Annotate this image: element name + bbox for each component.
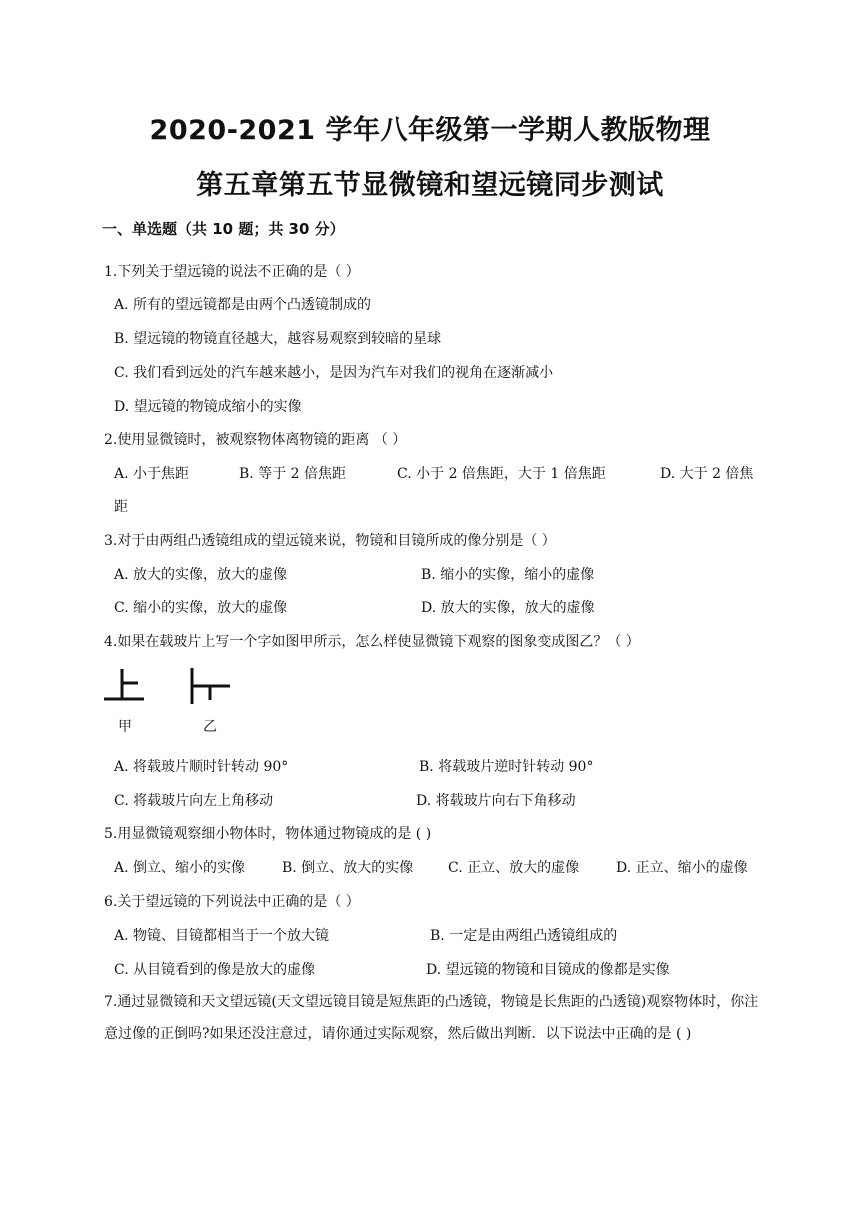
title-line-2: 第五章第五节显微镜和望远镜同步测试 [196,170,664,201]
question-1-option-b: B. 望远镜的物镜直径越大，越容易观察到较暗的星球 [114,331,442,347]
question-6-option-c: C. 从目镜看到的像是放大的虚像 [114,962,316,978]
question-3-option-a: A. 放大的实像，放大的虚像 [114,567,288,583]
question-4-option-d: D. 将载玻片向右下角移动 [416,793,576,809]
question-6-option-d: D. 望远镜的物镜和目镜成的像都是实像 [426,962,670,978]
figure-jia-glyph [102,666,146,706]
question-5-option-b: B. 倒立、放大的实像 [282,860,414,876]
question-4-stem: 4.如果在载玻片上写一个字如图甲所示，怎么样使显微镜下观察的图象变成图乙？（ ） [104,634,640,650]
question-7-stem: 7.通过显微镜和天文望远镜(天文望远镜目镜是短焦距的凸透镜，物镜是长焦距的凸透镜)观察物体时，你注意过像的正倒吗?如果还没注意过，请你通过实际观察，然后做出判断．以下说法中正确的是 ( ) [104,994,759,1042]
question-6-option-a: A. 物镜、目镜都相当于一个放大镜 [114,928,330,944]
title-line-1: 2020-2021 学年八年级第一学期人教版物理 [149,115,711,146]
question-1-option-c: C. 我们看到远处的汽车越来越小，是因为汽车对我们的视角在逐渐减小 [114,365,554,381]
question-3-option-b: B. 缩小的实像，缩小的虚像 [421,567,595,583]
question-4-option-c: C. 将载玻片向左上角移动 [114,793,274,809]
question-2-option-b: B. 等于 2 倍焦距 [239,466,346,482]
figure-label-jia: 甲 [118,719,132,735]
question-6-stem: 6.关于望远镜的下列说法中正确的是（ ） [104,894,360,910]
question-2-option-d-wrap: 距 [114,499,128,515]
question-3-option-c: C. 缩小的实像，放大的虚像 [114,600,288,616]
question-5-option-a: A. 倒立、缩小的实像 [114,860,246,876]
question-1-option-d: D. 望远镜的物镜成缩小的实像 [114,399,302,415]
question-1-option-a: A. 所有的望远镜都是由两个凸透镜制成的 [114,297,372,313]
section-heading: 一、单选题（共 10 题；共 30 分） [102,220,345,238]
question-4-option-b: B. 将载玻片逆时针转动 90° [419,759,594,775]
question-1-stem: 1.下列关于望远镜的说法不正确的是（ ） [104,264,360,280]
question-3-option-d: D. 放大的实像，放大的虚像 [421,600,595,616]
figure-label-yi: 乙 [203,719,217,735]
figure-yi-glyph [186,666,232,706]
question-2-stem: 2.使用显微镜时，被观察物体离物镜的距离 （ ） [104,432,407,448]
question-2-option-d: D. 大于 2 倍焦 [660,466,754,482]
question-2-option-c: C. 小于 2 倍焦距，大于 1 倍焦距 [397,466,606,482]
question-3-stem: 3.对于由两组凸透镜组成的望远镜来说，物镜和目镜所成的像分别是（ ） [104,533,556,549]
question-4-option-a: A. 将载玻片顺时针转动 90° [114,759,289,775]
question-5-stem: 5.用显微镜观察细小物体时，物体通过物镜成的是 ( ) [104,826,432,842]
question-6-option-b: B. 一定是由两组凸透镜组成的 [430,928,618,944]
question-5-option-c: C. 正立、放大的虚像 [448,860,580,876]
question-2-option-a: A. 小于焦距 [114,466,190,482]
question-5-option-d: D. 正立、缩小的虚像 [616,860,748,876]
